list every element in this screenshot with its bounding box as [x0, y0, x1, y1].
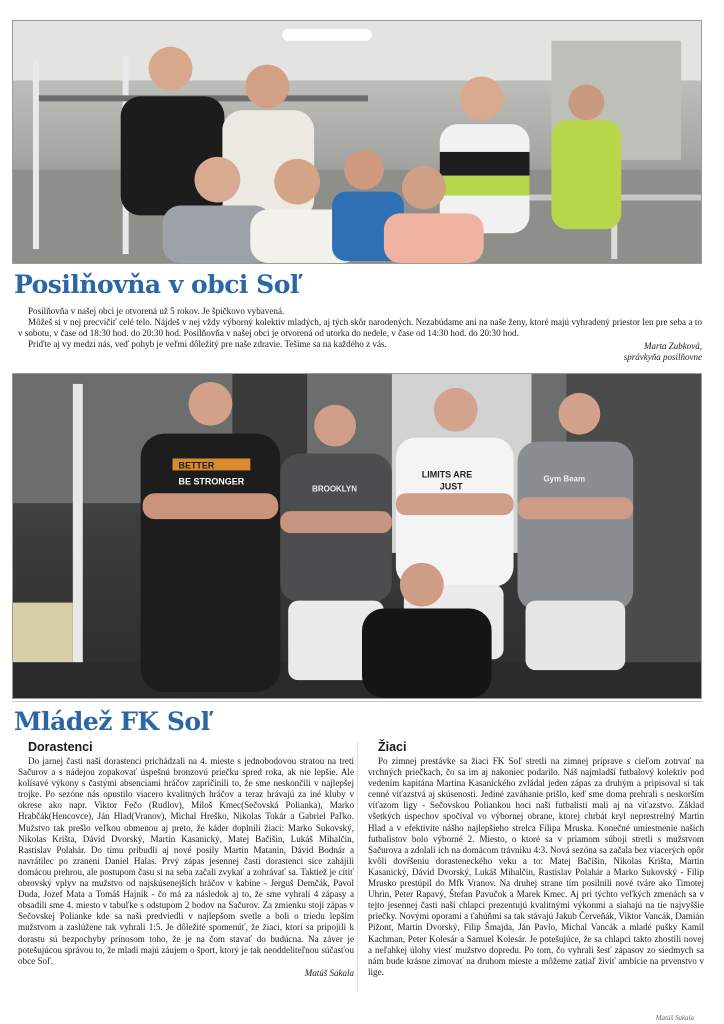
ziaci-heading: Žiaci: [378, 740, 407, 754]
section-divider-line: [12, 701, 702, 702]
dorastenci-text: Do jarnej časti naši dorastenci prichádzali na 4. mieste s jednobodovou stratou na tretí Sačurov a s nádejou zopakovať úspešnú bronzovú priečku spred roka, ak nie lepšie. Ale kolísavé výkony s častými absenciami hráčov zapríčinili to, že sme neskončili v najlepšej trojke. Po sezóne nás opustilo viacero kvalitných hráčov a teraz hrávajú za iné kluby v okrese ako napr. Viktor Fečo (Rudlov), Miloš Kmec(Sečovská Polianka), Marko Hrabčák(Hencovce), Ján Hlad(Vranov), Michal Hreško, Nikolas Tokár a Gabriel Paľko. Mužstvo tak prešlo veľkou obmenou aj preto, že káder doplnili žiaci: Marko Sukovský, Nikolas Krišta, Dávid Dvorský, Martin Kasanický, Matej Bačišin, Lukáš Mihalčin, Rastislav Polahár. Do tímu pribudli aj nové posily Martin Matanin, Dávid Bodnár a navrátilec po zranení Daniel Halas. Prvý zápas jesennej časti dorastenci síce zahájili domácou prehrou, ale postupom času si na seba začali zvykať a zohrávať sa. Taktiež je cítiť obrovský vplyv na mužstvo od najskúsenejších hráčov v kabíne - Jerguš Demčák, Pavol Duda, Jozef Mata a Tomáš Hajník - čo má za následok aj to, že sme vyhrali 4 zápasy a obsadili sme 4. miesto v tabuľke s odstupom 2 bodov na Sačurov. Za zmienku stojí zápas v Sečovskej Polianke kde sa naši predviedli v najlepšom svetle a boli o triedu lepším mužstvom a zaslúžene tak vyhrali 1:5. Je dôležité spomenúť, že žiaci, ktorí sa pripojili k dorastu sú bezpochyby prínosom toho, že je na čom stavať do budúcna. Na záver je potešujúcou správou to, že mladí majú záujem o šport, ktorý je tak neoddeliteľnou súčasťou obce Soľ.: [18, 756, 354, 966]
gym-paragraph-1: Posilňovňa v našej obci je otvorená už 5 rokov. Je špičkovo vybavená.: [28, 306, 285, 316]
group-photo-women-icon: [13, 21, 701, 263]
youth-article-title: Mládež FK Soľ: [14, 707, 210, 736]
dorastenci-author: Matúš Sakala: [304, 967, 354, 978]
shirt-text-just: JUST: [439, 481, 463, 492]
photo-men-gym: [12, 373, 702, 699]
group-photo-men-icon: [13, 374, 701, 698]
gym-article-title: Posilňovňa v obci Soľ: [14, 270, 299, 299]
shirt-text-better: BETTER: [178, 460, 215, 471]
gym-article-signature: [624, 341, 702, 363]
shirt-text-be-stronger: BE STRONGER: [178, 476, 245, 487]
gym-paragraph-2: Môžeš si v nej precvičiť celé telo. Nájdeš v nej vždy výborný kolektív mladých, aj tých skôr narodených. Nezabúdame ani na naše ženy, ktoré majú vyhradený priestor len pre seba a to v sobotu, v čase od 18:30 hod. do 20:30 hod. Posilňovňa v našej obci je otvorená od utorka do nedele, v čase od 14:30 hod. do 20:30 hod.: [18, 317, 702, 339]
dorastenci-heading: Dorastenci: [28, 740, 93, 754]
ziaci-text: Po zimnej prestávke sa žiaci FK Soľ stretli na zimnej príprave s cieľom zotrvať na vrchných priečkach, čo sa im aj nakoniec podarilo. Náš najmladší futbalový kolektív pod vedením kapitána Martina Kasanického zvládal jeden zápas za druhým a pripisoval si tak cenné víťazstvá aj skúsenosti. Jediné zaváhanie prišlo, keď sme doma prehrali s neskorším víťazom ligy - Sečovskou Poliankou hoci naši futbalisti mali aj na víťazstvo. Základ všetkých úspechov spočíval vo výbornej obrane, ktorej chrbát kryl neprestrelný Martin Hlad a v efektivite nášho najlepšieho strelca Filipa Mruska. Konečné umiestnenie našich futbalistov bolo výborné 2. Miesto, o ktoré sa v priamom súboji stretli s mužstvom Sačurova a zdolali ich na domácom trávniku 4:3. Nová sezóna sa začala bez viacerých opôr kvôli dovŕšeniu dorasteneckého veku a to: Matej Bačišin, Nikolas Krišta, Martin Kasanický, Dávid Dvorský, Lukáš Mihalčin, Rastislav Polahár a Marko Sukovský - Filip Mrusko prestúpil do Mfk Vranov. Na druhej strane tím posilnili nové tváre ako Timotej Uhrin, Peter Rapavý, Štefan Pavučok a Marek Kmec. Aj pri týchto veľkých zmenách sa v tejto jesennej časti naši chlapci prezentujú kvalitnými výkonmi a siahajú na tie najvyššie priečky. Novými oporami a ťahúňmi sa tak stávajú Jakub Červeňák, Viktor Vancák, Damián Pižont, Martin Dvorský, Filip Šmajda, Ján Pavlo, Michal Vancák a mladé pušky Kamil Kachman, Peter Kolesár a Samuel Kolesár. Je potešujúce, že sa chlapci takto zhostili novej a neľahkej úlohy viesť mužstvo dopredu. Po tom, čo vyhrali šesť zápasov zo siedmych sa nám bude krásne zimovať na druhom mieste a môžeme zatiaľ živiť ambície na prvenstvo v lige.: [368, 756, 704, 977]
gym-article-body: [18, 306, 702, 350]
photo-women-gym: [12, 20, 702, 264]
column-divider: [357, 742, 358, 992]
column-dorastenci: [18, 740, 354, 978]
column-ziaci: [368, 740, 704, 978]
shirt-text-brooklyn: BROOKLYN: [312, 484, 357, 494]
shirt-text-limits-are: LIMITS ARE: [421, 469, 473, 480]
gym-paragraph-3: Príďte aj vy medzi nás, veď pohyb je veľmi dôležitý pre naše zdravie. Tešíme sa na každého z vás.: [28, 339, 387, 350]
shirt-text-gym-beam: Gym Beam: [543, 474, 586, 484]
gym-author-role: správkyňa posilňovne: [623, 352, 702, 362]
footer-author-fragment: Matúš Sakala: [655, 1014, 694, 1022]
gym-author-name: Marta Zubková,: [644, 341, 702, 351]
